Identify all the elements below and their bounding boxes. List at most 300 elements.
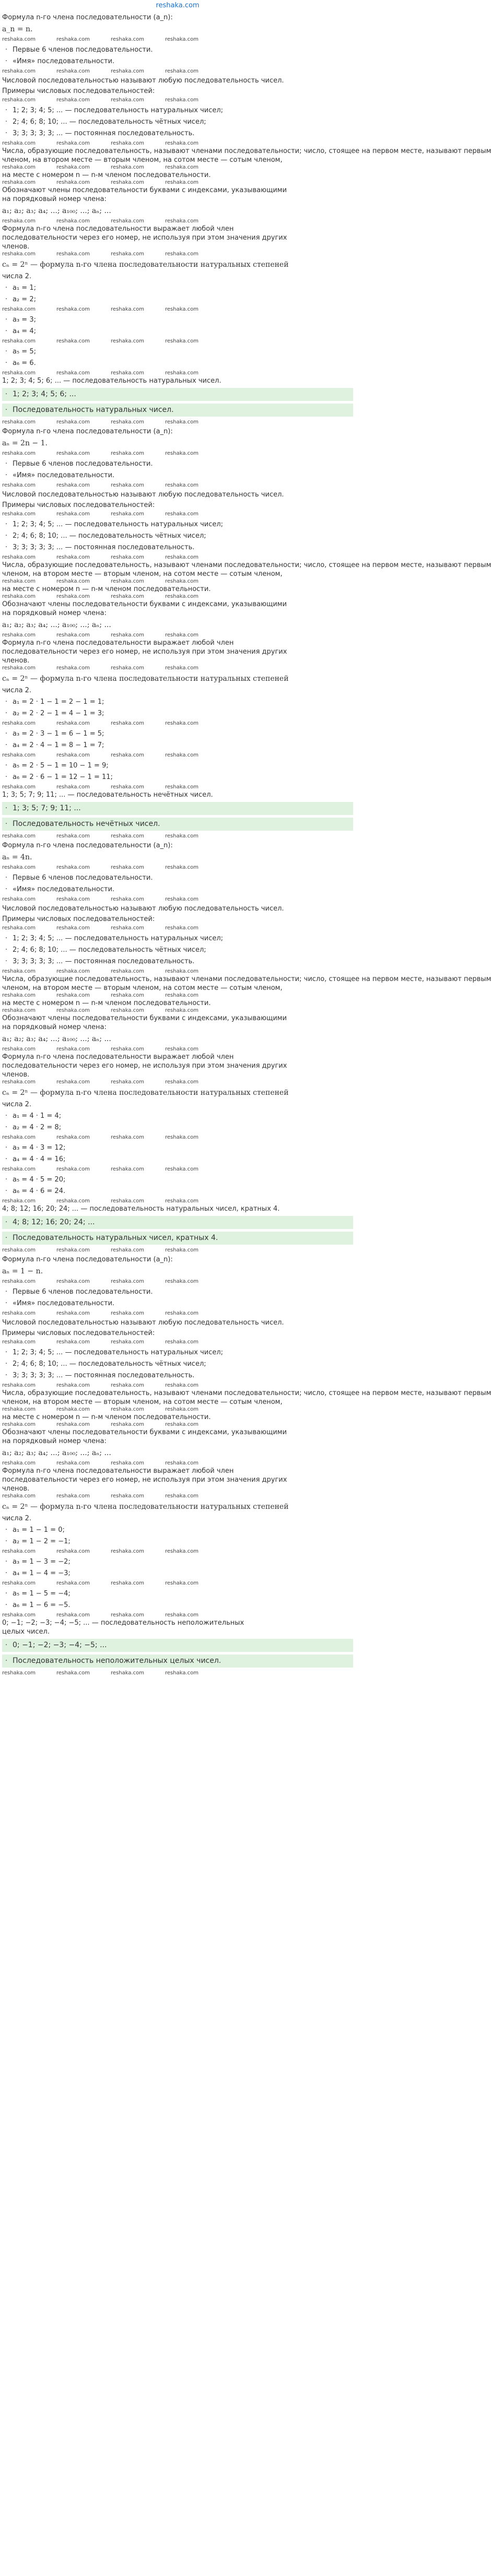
nth-text: последовательности через его номер, не используя при этом значения других — [2, 1062, 287, 1070]
bullet-icon: · — [5, 46, 8, 54]
list-item-text: a₄ = 4 · 4 = 16; — [13, 1155, 66, 1163]
answer-name — [2, 818, 353, 831]
watermark: reshaka.com — [111, 306, 144, 312]
watermark: reshaka.com — [165, 578, 198, 584]
watermark: reshaka.com — [165, 968, 198, 974]
watermark: reshaka.com — [111, 665, 144, 671]
watermark: reshaka.com — [56, 1460, 90, 1466]
watermark: reshaka.com — [111, 720, 144, 726]
watermark: reshaka.com — [111, 251, 144, 257]
formula: a_n = n. — [2, 25, 33, 33]
watermark: reshaka.com — [165, 37, 198, 42]
formula: aₙ = 4n. — [2, 853, 32, 861]
list-item-text: Последовательность нечётных чисел. — [13, 820, 160, 828]
list-item-text: a₁ = 2 · 1 − 1 = 2 − 1 = 1; — [13, 698, 104, 706]
list-item-text: «Имя» последовательности. — [13, 57, 115, 65]
bullet-icon: · — [5, 820, 8, 828]
watermark: reshaka.com — [111, 896, 144, 902]
watermark: reshaka.com — [111, 218, 144, 224]
watermark: reshaka.com — [111, 1670, 144, 1676]
watermark: reshaka.com — [165, 338, 198, 344]
cn-text: числа 2. — [2, 273, 32, 280]
intro-text: Числовой последовательностью называют любую последовательность чисел. — [2, 905, 284, 913]
bullet-icon: · — [5, 1299, 8, 1307]
watermark-row — [2, 1198, 353, 1204]
step-item — [5, 347, 353, 356]
nth-text: последовательности через его номер, не используя при этом значения других — [2, 1476, 287, 1484]
list-item-text: Первые 6 членов последовательности. — [13, 46, 153, 54]
watermark: reshaka.com — [165, 1135, 198, 1140]
watermark: reshaka.com — [56, 511, 90, 517]
watermark-row — [2, 1382, 353, 1389]
list-item-text: Последовательность натуральных чисел. — [13, 406, 174, 414]
watermark: reshaka.com — [2, 1670, 36, 1676]
bullet-icon: · — [5, 1144, 8, 1152]
list-item-text: 3; 3; 3; 3; 3; ... — постоянная последовательность. — [13, 129, 195, 137]
list-item-text: a₆ = 2 · 6 − 1 = 12 − 1 = 11; — [13, 773, 113, 781]
bullet-icon: · — [5, 327, 8, 335]
watermark: reshaka.com — [165, 925, 198, 931]
watermark: reshaka.com — [165, 632, 198, 638]
bullet-icon: · — [5, 1641, 8, 1649]
watermark-row — [2, 992, 353, 999]
watermark: reshaka.com — [111, 164, 144, 170]
watermark-row — [2, 578, 353, 585]
watermark-row — [2, 752, 353, 759]
formula: aₙ = 1 − n. — [2, 1267, 43, 1275]
example-item — [5, 1360, 353, 1368]
watermark: reshaka.com — [56, 578, 90, 584]
list-item-text: 0; −1; −2; −3; −4; −5; ... — [13, 1641, 107, 1649]
watermark: reshaka.com — [111, 784, 144, 790]
cn-formula: cₙ = 2ⁿ — формула n-го члена последовательности натуральных степеней — [2, 1503, 289, 1511]
watermark: reshaka.com — [2, 306, 36, 312]
watermark: reshaka.com — [111, 578, 144, 584]
watermark: reshaka.com — [56, 1407, 90, 1412]
formula-caption: Формула n-го члена последовательности (a_n): — [2, 428, 173, 435]
watermark: reshaka.com — [2, 1166, 36, 1172]
example-item — [5, 117, 353, 126]
watermark: reshaka.com — [111, 451, 144, 456]
watermark: reshaka.com — [56, 1339, 90, 1345]
watermark-row — [2, 97, 353, 103]
watermark: reshaka.com — [2, 251, 36, 257]
bullet-icon: · — [5, 1657, 8, 1665]
watermark: reshaka.com — [56, 925, 90, 931]
watermark: reshaka.com — [56, 784, 90, 790]
task-item — [5, 45, 353, 54]
bullet-icon: · — [5, 284, 8, 292]
watermark: reshaka.com — [111, 1407, 144, 1412]
bullet-icon: · — [5, 1349, 8, 1356]
watermark-row — [2, 370, 353, 376]
watermark-row — [2, 1008, 353, 1014]
example-item — [5, 934, 353, 943]
watermark: reshaka.com — [2, 1460, 36, 1466]
bullet-icon: · — [5, 741, 8, 749]
watermark: reshaka.com — [111, 833, 144, 839]
watermark: reshaka.com — [2, 594, 36, 599]
task-item — [5, 57, 353, 66]
watermark: reshaka.com — [111, 97, 144, 103]
watermark: reshaka.com — [165, 1407, 198, 1412]
watermark: reshaka.com — [2, 451, 36, 456]
watermark: reshaka.com — [165, 720, 198, 726]
example-item — [5, 1371, 353, 1380]
notation-text: Обозначают члены последовательности буквами с индексами, указывающими — [2, 1014, 287, 1022]
list-item-text: Первые 6 членов последовательности. — [13, 1288, 153, 1296]
watermark: reshaka.com — [2, 1407, 36, 1412]
watermark: reshaka.com — [165, 1493, 198, 1499]
watermark: reshaka.com — [2, 1310, 36, 1316]
watermark: reshaka.com — [165, 1247, 198, 1253]
notation-text: Обозначают члены последовательности буквами с индексами, указывающими — [2, 186, 287, 194]
list-item-text: 3; 3; 3; 3; 3; ... — постоянная последовательность. — [13, 543, 195, 551]
formula: aₙ = 2n − 1. — [2, 439, 48, 447]
watermark: reshaka.com — [111, 338, 144, 344]
notation-formula: a₁; a₂; a₃; a₄; ...; a₁₀₀; ...; aₙ; ... — [2, 621, 111, 629]
watermark: reshaka.com — [165, 97, 198, 103]
watermark: reshaka.com — [2, 180, 36, 185]
watermark: reshaka.com — [56, 251, 90, 257]
watermark: reshaka.com — [56, 1135, 90, 1140]
watermark: reshaka.com — [165, 784, 198, 790]
watermark: reshaka.com — [2, 925, 36, 931]
watermark: reshaka.com — [56, 419, 90, 425]
watermark: reshaka.com — [111, 1079, 144, 1085]
bullet-icon: · — [5, 129, 8, 137]
watermark: reshaka.com — [165, 218, 198, 224]
site-title[interactable]: reshaka.com — [156, 2, 200, 9]
cn-formula: cₙ = 2ⁿ — формула n-го члена последовательности натуральных степеней — [2, 261, 289, 269]
watermark-row — [2, 1670, 353, 1676]
example-item — [5, 543, 353, 552]
bullet-icon: · — [5, 296, 8, 303]
nth-text: членов. — [2, 657, 30, 665]
example-item — [5, 1348, 353, 1357]
watermark: reshaka.com — [2, 482, 36, 488]
watermark-row — [2, 140, 353, 147]
watermark: reshaka.com — [165, 1382, 198, 1388]
members-text: на месте с номером n — n-м членом последовательности. — [2, 1413, 211, 1421]
watermark: reshaka.com — [2, 1549, 36, 1554]
watermark: reshaka.com — [56, 1247, 90, 1253]
bullet-icon: · — [5, 316, 8, 324]
list-item-text: 1; 2; 3; 4; 5; ... — последовательность натуральных чисел; — [13, 107, 224, 114]
watermark: reshaka.com — [2, 1580, 36, 1586]
list-item-text: «Имя» последовательности. — [13, 1299, 115, 1307]
watermark: reshaka.com — [2, 1198, 36, 1204]
bullet-icon: · — [5, 935, 8, 942]
members-text: членом, на втором месте — вторым членом, на сотом месте — сотым членом, — [2, 1398, 283, 1406]
watermark: reshaka.com — [165, 1079, 198, 1085]
bullet-icon: · — [5, 1372, 8, 1379]
bullet-icon: · — [5, 1569, 8, 1577]
bullet-icon: · — [5, 1288, 8, 1296]
watermark: reshaka.com — [56, 97, 90, 103]
step-item — [5, 761, 353, 770]
watermark: reshaka.com — [165, 1008, 198, 1013]
watermark: reshaka.com — [2, 784, 36, 790]
watermark: reshaka.com — [2, 578, 36, 584]
watermark: reshaka.com — [111, 1339, 144, 1345]
members-text: на месте с номером n — n-м членом последовательности. — [2, 999, 211, 1007]
watermark: reshaka.com — [2, 833, 36, 839]
watermark: reshaka.com — [2, 370, 36, 376]
watermark-row — [2, 306, 353, 313]
bullet-icon: · — [5, 359, 8, 367]
watermark: reshaka.com — [2, 665, 36, 671]
watermark: reshaka.com — [2, 992, 36, 998]
watermark: reshaka.com — [111, 1046, 144, 1052]
list-item-text: a₅ = 4 · 5 = 20; — [13, 1176, 66, 1184]
watermark: reshaka.com — [165, 511, 198, 517]
list-item-text: a₅ = 2 · 5 − 1 = 10 − 1 = 9; — [13, 762, 109, 770]
task-item — [5, 873, 353, 882]
result-text: 1; 2; 3; 4; 5; 6; ... — последовательность натуральных чисел. — [2, 377, 221, 385]
notation-formula: a₁; a₂; a₃; a₄; ...; a₁₀₀; ...; aₙ; ... — [2, 1035, 111, 1043]
watermark: reshaka.com — [56, 720, 90, 726]
watermark: reshaka.com — [56, 594, 90, 599]
list-item-text: a₂ = 1 − 2 = −1; — [13, 1538, 71, 1545]
watermark: reshaka.com — [2, 164, 36, 170]
watermark: reshaka.com — [165, 1046, 198, 1052]
watermark: reshaka.com — [111, 1247, 144, 1253]
step-item — [5, 315, 353, 324]
watermark: reshaka.com — [111, 419, 144, 425]
watermark-row — [2, 1460, 353, 1467]
watermark: reshaka.com — [165, 752, 198, 758]
bullet-icon: · — [5, 710, 8, 717]
notation-text: на порядковый номер члена: — [2, 609, 107, 617]
notation-text: Обозначают члены последовательности буквами с индексами, указывающими — [2, 1428, 287, 1436]
watermark-row — [2, 482, 353, 489]
bullet-icon: · — [5, 1155, 8, 1163]
answer-value — [2, 388, 353, 401]
watermark: reshaka.com — [2, 97, 36, 103]
watermark: reshaka.com — [56, 1310, 90, 1316]
watermark: reshaka.com — [165, 1422, 198, 1427]
watermark: reshaka.com — [2, 554, 36, 560]
example-item — [5, 129, 353, 138]
watermark: reshaka.com — [56, 180, 90, 185]
list-item-text: 2; 4; 6; 8; 10; ... — последовательность чётных чисел; — [13, 1360, 206, 1368]
watermark: reshaka.com — [111, 68, 144, 74]
watermark-row — [2, 180, 353, 186]
notation-text: на порядковый номер члена: — [2, 1437, 107, 1445]
bullet-icon: · — [5, 1558, 8, 1566]
step-item — [5, 327, 353, 336]
watermark: reshaka.com — [56, 1612, 90, 1618]
nth-text: Формула n-го члена последовательности выражает любой член — [2, 639, 234, 647]
list-item-text: a₄ = 1 − 4 = −3; — [13, 1569, 71, 1577]
watermark: reshaka.com — [111, 1198, 144, 1204]
watermark: reshaka.com — [56, 896, 90, 902]
watermark-row — [2, 594, 353, 600]
step-item — [5, 698, 353, 706]
watermark: reshaka.com — [56, 992, 90, 998]
list-item-text: a₃ = 2 · 3 − 1 = 6 − 1 = 5; — [13, 730, 104, 738]
examples-title: Примеры числовых последовательностей: — [2, 501, 155, 509]
step-item — [5, 729, 353, 738]
watermark-row — [2, 1612, 353, 1618]
watermark: reshaka.com — [56, 1670, 90, 1676]
bullet-icon: · — [5, 57, 8, 65]
examples-title: Примеры числовых последовательностей: — [2, 1329, 155, 1337]
watermark: reshaka.com — [56, 865, 90, 870]
solution-section — [2, 841, 491, 1254]
list-item-text: 4; 8; 12; 16; 20; 24; ... — [13, 1218, 95, 1226]
watermark: reshaka.com — [56, 1279, 90, 1284]
watermark-row — [2, 925, 353, 931]
solution-section — [2, 427, 491, 840]
watermark-row — [2, 896, 353, 903]
watermark: reshaka.com — [56, 752, 90, 758]
result-text: 4; 8; 12; 16; 20; 24; ... — последовательность натуральных чисел, кратных 4. — [2, 1205, 280, 1213]
watermark: reshaka.com — [111, 925, 144, 931]
watermark: reshaka.com — [111, 752, 144, 758]
cn-text: числа 2. — [2, 1515, 32, 1522]
bullet-icon: · — [5, 348, 8, 356]
list-item-text: 1; 3; 5; 7; 9; 11; ... — [13, 804, 81, 812]
watermark: reshaka.com — [111, 1493, 144, 1499]
watermark: reshaka.com — [2, 865, 36, 870]
watermark: reshaka.com — [56, 665, 90, 671]
watermark: reshaka.com — [56, 1382, 90, 1388]
list-item-text: 2; 4; 6; 8; 10; ... — последовательность чётных чисел; — [13, 532, 206, 540]
watermark: reshaka.com — [2, 68, 36, 74]
watermark: reshaka.com — [56, 1493, 90, 1499]
example-item — [5, 957, 353, 966]
bullet-icon: · — [5, 1538, 8, 1545]
watermark: reshaka.com — [2, 1339, 36, 1345]
nth-text: Формула n-го члена последовательности выражает любой член — [2, 1467, 234, 1475]
nth-text: Формула n-го члена последовательности выражает любой член — [2, 1053, 234, 1061]
nth-text: последовательности через его номер, не используя при этом значения других — [2, 648, 287, 656]
watermark: reshaka.com — [111, 968, 144, 974]
answer-value — [2, 802, 353, 815]
list-item-text: Первые 6 членов последовательности. — [13, 460, 153, 468]
solution-content — [0, 13, 491, 1676]
watermark: reshaka.com — [2, 1135, 36, 1140]
watermark: reshaka.com — [165, 482, 198, 488]
watermark-row — [2, 554, 353, 561]
watermark-row — [2, 1166, 353, 1173]
watermark-row — [2, 164, 353, 171]
notation-text: Обозначают члены последовательности буквами с индексами, указывающими — [2, 600, 287, 608]
watermark: reshaka.com — [56, 632, 90, 638]
watermark: reshaka.com — [165, 665, 198, 671]
bullet-icon: · — [5, 1601, 8, 1609]
members-text: членом, на втором месте — вторым членом, на сотом месте — сотым членом, — [2, 570, 283, 578]
watermark: reshaka.com — [56, 1166, 90, 1172]
answer-value — [2, 1216, 353, 1229]
bullet-icon: · — [5, 1124, 8, 1131]
bullet-icon: · — [5, 885, 8, 893]
notation-text: на порядковый номер члена: — [2, 1023, 107, 1031]
watermark: reshaka.com — [165, 1166, 198, 1172]
watermark: reshaka.com — [56, 140, 90, 146]
bullet-icon: · — [5, 460, 8, 468]
watermark: reshaka.com — [56, 1008, 90, 1013]
step-item — [5, 1569, 353, 1578]
watermark: reshaka.com — [111, 1279, 144, 1284]
watermark: reshaka.com — [2, 338, 36, 344]
bullet-icon: · — [5, 107, 8, 114]
members-text: на месте с номером n — n-м членом последовательности. — [2, 585, 211, 593]
watermark: reshaka.com — [165, 896, 198, 902]
formula-caption: Формула n-го члена последовательности (a_n): — [2, 14, 173, 21]
watermark: reshaka.com — [111, 1549, 144, 1554]
example-item — [5, 520, 353, 529]
watermark: reshaka.com — [2, 511, 36, 517]
notation-text: на порядковый номер члена: — [2, 195, 107, 203]
step-item — [5, 1589, 353, 1598]
bullet-icon: · — [5, 1234, 8, 1242]
watermark: reshaka.com — [165, 68, 198, 74]
watermark: reshaka.com — [165, 1612, 198, 1618]
step-item — [5, 773, 353, 782]
list-item-text: a₁ = 4 · 1 = 4; — [13, 1112, 62, 1120]
list-item-text: a₆ = 4 · 6 = 24. — [13, 1187, 66, 1195]
watermark: reshaka.com — [111, 1422, 144, 1427]
watermark: reshaka.com — [2, 1279, 36, 1284]
intro-text: Числовой последовательностью называют любую последовательность чисел. — [2, 1319, 284, 1327]
formula-caption: Формула n-го члена последовательности (a_n): — [2, 1256, 173, 1263]
members-text: Числа, образующие последовательность, называют членами последовательности; число, стоящее на первом месте, называют первым — [2, 1389, 491, 1397]
bullet-icon: · — [5, 1219, 8, 1226]
watermark-row — [2, 1279, 353, 1285]
watermark-row — [2, 1247, 353, 1254]
list-item-text: a₂ = 2; — [13, 296, 36, 303]
result-text: 0; −1; −2; −3; −4; −5; ... — последовательность неположительных — [2, 1619, 244, 1627]
answer-value — [2, 1639, 353, 1652]
watermark: reshaka.com — [111, 1310, 144, 1316]
step-item — [5, 1526, 353, 1534]
watermark: reshaka.com — [111, 1135, 144, 1140]
watermark: reshaka.com — [111, 482, 144, 488]
list-item-text: a₂ = 4 · 2 = 8; — [13, 1124, 62, 1131]
watermark-row — [2, 968, 353, 975]
cn-text: числа 2. — [2, 1101, 32, 1108]
watermark: reshaka.com — [111, 1382, 144, 1388]
list-item-text: a₃ = 1 − 3 = −2; — [13, 1558, 71, 1566]
watermark: reshaka.com — [2, 218, 36, 224]
bullet-icon: · — [5, 874, 8, 882]
list-item-text: a₅ = 1 − 5 = −4; — [13, 1590, 71, 1598]
step-item — [5, 1112, 353, 1120]
watermark: reshaka.com — [2, 752, 36, 758]
members-text: Числа, образующие последовательность, называют членами последовательности; число, стоящее на первом месте, называют первым — [2, 975, 491, 983]
watermark: reshaka.com — [165, 180, 198, 185]
list-item-text: a₁ = 1; — [13, 284, 36, 292]
list-item-text: a₄ = 4; — [13, 327, 36, 335]
watermark: reshaka.com — [165, 140, 198, 146]
members-text: Числа, образующие последовательность, называют членами последовательности; число, стоящее на первом месте, называют первым — [2, 147, 491, 155]
list-item-text: 1; 2; 3; 4; 5; ... — последовательность натуральных чисел; — [13, 935, 224, 942]
list-item-text: a₂ = 2 · 2 − 1 = 4 − 1 = 3; — [13, 710, 104, 717]
watermark: reshaka.com — [2, 720, 36, 726]
watermark-row — [2, 1407, 353, 1413]
watermark: reshaka.com — [111, 992, 144, 998]
watermark: reshaka.com — [56, 968, 90, 974]
step-item — [5, 709, 353, 718]
watermark-row — [2, 68, 353, 75]
watermark-row — [2, 865, 353, 871]
task-item — [5, 1299, 353, 1308]
watermark: reshaka.com — [56, 554, 90, 560]
watermark: reshaka.com — [165, 1549, 198, 1554]
